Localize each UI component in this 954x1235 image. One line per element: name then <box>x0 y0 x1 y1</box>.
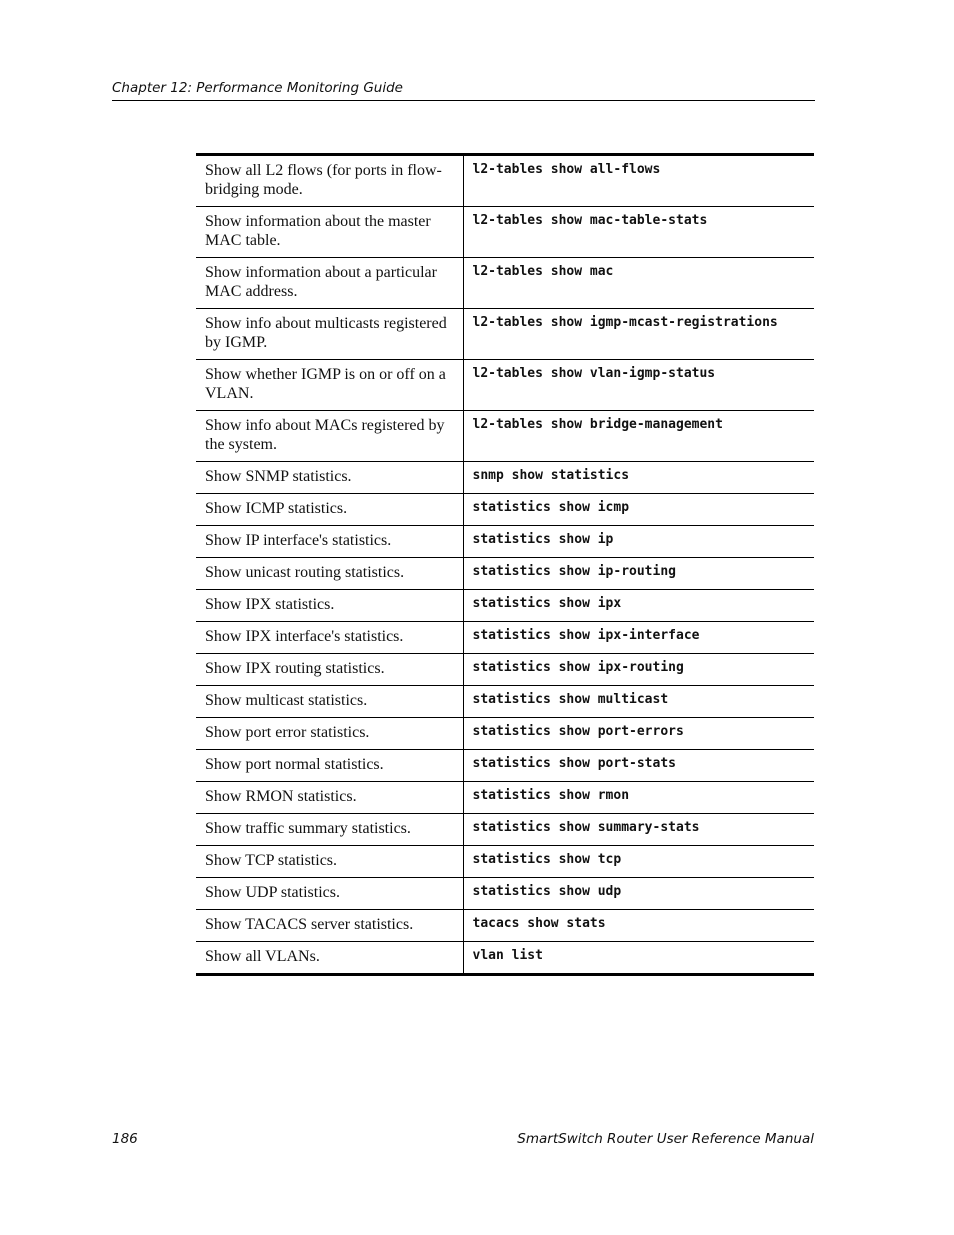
row-description: Show ICMP statistics. <box>196 494 463 526</box>
table-row <box>196 309 814 360</box>
row-command: statistics show ipx <box>463 590 814 622</box>
row-command: l2-tables show all-flows <box>463 155 814 207</box>
running-header: Chapter 12: Performance Monitoring Guide <box>112 80 403 96</box>
row-description: Show unicast routing statistics. <box>196 558 463 590</box>
row-command: statistics show icmp <box>463 494 814 526</box>
row-command: l2-tables show bridge-management <box>463 411 814 462</box>
table-row <box>196 258 814 309</box>
row-command: statistics show port-errors <box>463 718 814 750</box>
header-rule <box>112 100 815 101</box>
row-description: Show IPX interface's statistics. <box>196 622 463 654</box>
row-description: Show all L2 flows (for ports in flow-bridging mode. <box>196 155 463 207</box>
table-row <box>196 526 814 558</box>
row-description: Show info about MACs registered by the system. <box>196 411 463 462</box>
row-description: Show IPX statistics. <box>196 590 463 622</box>
table-row <box>196 750 814 782</box>
manual-title: SmartSwitch Router User Reference Manual <box>517 1131 814 1147</box>
command-table-body <box>196 155 814 975</box>
table-row <box>196 622 814 654</box>
row-command: statistics show rmon <box>463 782 814 814</box>
table-row <box>196 360 814 411</box>
row-description: Show IP interface's statistics. <box>196 526 463 558</box>
row-command: l2-tables show vlan-igmp-status <box>463 360 814 411</box>
row-command: statistics show ipx-routing <box>463 654 814 686</box>
table-row <box>196 782 814 814</box>
table-row <box>196 462 814 494</box>
table-row <box>196 558 814 590</box>
row-command: statistics show port-stats <box>463 750 814 782</box>
table-row <box>196 942 814 975</box>
table-row <box>196 155 814 207</box>
table-row <box>196 846 814 878</box>
row-description: Show information about a particular MAC address. <box>196 258 463 309</box>
row-command: statistics show ip <box>463 526 814 558</box>
row-command: l2-tables show mac <box>463 258 814 309</box>
table-row <box>196 686 814 718</box>
row-command: l2-tables show mac-table-stats <box>463 207 814 258</box>
row-description: Show info about multicasts registered by IGMP. <box>196 309 463 360</box>
table-row <box>196 654 814 686</box>
row-command: statistics show summary-stats <box>463 814 814 846</box>
table-row <box>196 718 814 750</box>
table-row <box>196 590 814 622</box>
table-row <box>196 814 814 846</box>
row-command: statistics show ipx-interface <box>463 622 814 654</box>
row-description: Show multicast statistics. <box>196 686 463 718</box>
row-description: Show all VLANs. <box>196 942 463 975</box>
row-command: tacacs show stats <box>463 910 814 942</box>
row-description: Show information about the master MAC table. <box>196 207 463 258</box>
row-description: Show IPX routing statistics. <box>196 654 463 686</box>
row-command: l2-tables show igmp-mcast-registrations <box>463 309 814 360</box>
row-description: Show port normal statistics. <box>196 750 463 782</box>
row-command: snmp show statistics <box>463 462 814 494</box>
row-description: Show UDP statistics. <box>196 878 463 910</box>
row-command: statistics show udp <box>463 878 814 910</box>
table-row <box>196 411 814 462</box>
table-row <box>196 878 814 910</box>
table-row <box>196 494 814 526</box>
row-description: Show SNMP statistics. <box>196 462 463 494</box>
row-description: Show TCP statistics. <box>196 846 463 878</box>
table-row <box>196 207 814 258</box>
row-description: Show traffic summary statistics. <box>196 814 463 846</box>
row-description: Show TACACS server statistics. <box>196 910 463 942</box>
row-command: statistics show multicast <box>463 686 814 718</box>
page-number: 186 <box>112 1131 138 1147</box>
row-command: vlan list <box>472 948 543 963</box>
row-description: Show RMON statistics. <box>196 782 463 814</box>
row-command: statistics show ip-routing <box>463 558 814 590</box>
row-description: Show whether IGMP is on or off on a VLAN. <box>196 360 463 411</box>
command-table <box>196 153 814 976</box>
row-command: statistics show tcp <box>463 846 814 878</box>
row-description: Show port error statistics. <box>196 718 463 750</box>
table-row <box>196 910 814 942</box>
